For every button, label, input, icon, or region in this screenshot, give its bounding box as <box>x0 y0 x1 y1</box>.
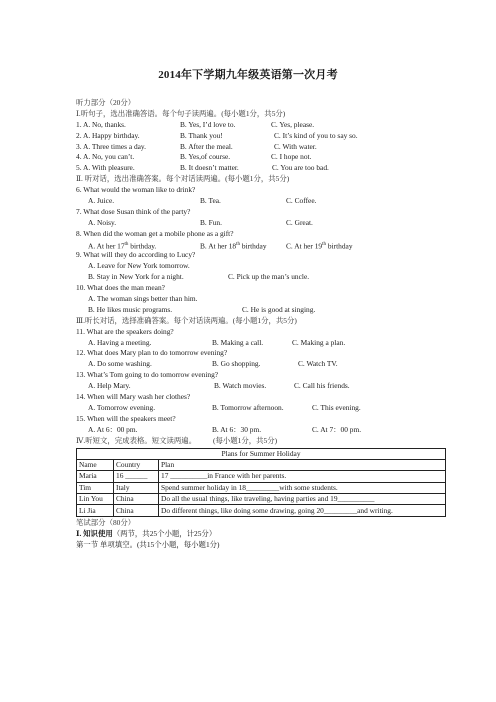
question-4 <box>76 152 446 163</box>
q11-option-a: A. Having a meeting. <box>88 337 152 347</box>
question-7: 7. What dose Susan think of the party? <box>76 206 191 216</box>
q3-option-c: C. With water. <box>274 141 317 151</box>
q8-a-end: birthday. <box>128 241 157 251</box>
cell-plan: Spend summer holiday in 18_________with some students. <box>159 482 446 493</box>
section1-rest: （两节，共25个小题，计25分） <box>112 528 217 538</box>
q12-option-c: C. Watch TV. <box>298 359 338 369</box>
q1-option-c: C. Yes, please. <box>271 119 315 129</box>
listening-header: 听力部分（20分） <box>76 98 136 107</box>
cell-country: China <box>114 494 159 505</box>
cell-name: Li Jia <box>77 505 114 516</box>
q2-option-c: C. It’s kind of you to say so. <box>274 130 358 140</box>
q4-option-b: B. Yes,of course. <box>180 152 231 162</box>
question-9-options <box>76 272 446 283</box>
question-5 <box>76 163 446 174</box>
table-row <box>77 471 446 482</box>
q14-option-a: A. Tomorrow evening. <box>88 402 156 412</box>
q9-option-c: C. Pick up the man’s uncle. <box>228 272 310 282</box>
question-12-options <box>76 359 446 370</box>
q5-option-c: C. You are too bad. <box>272 163 329 173</box>
question-15-options <box>76 425 446 436</box>
q10-option-c: C. He is good at singing. <box>242 304 316 314</box>
q2-option-b: B. Thank you! <box>180 130 223 140</box>
question-15: 15. When will the speakers meet? <box>76 413 176 423</box>
q6-option-c: C. Coffee. <box>286 196 317 206</box>
q8-a-text: A. At her 17 <box>88 241 125 251</box>
question-13-options <box>76 381 446 392</box>
question-9: 9. What will they do according to Lucy? <box>76 250 196 260</box>
question-11-options <box>76 338 446 349</box>
question-10-options <box>76 305 446 316</box>
cell-plan: Do different things, like doing some drawing, going 20_________and writing. <box>159 505 446 516</box>
section1-prefix: Ⅰ. <box>76 528 84 538</box>
q8-c-end: birthday <box>326 241 353 251</box>
part1-instruction: Ⅰ.听句子，选出准确答语。每个句子读两遍。(每小题1分，共5分) <box>76 108 286 118</box>
q3-option-b: B. After the meal. <box>180 141 233 151</box>
part3-instruction: Ⅲ.听长对话，选择准确答案。每个对话读两遍。(每小题1分，共5分) <box>76 315 297 325</box>
section1-part1: 第一节 单项填空。(共15个小题，每小题1分) <box>76 539 220 549</box>
question-6-options <box>76 196 446 207</box>
question-8-options <box>76 240 446 251</box>
table-row <box>77 505 446 516</box>
cell-name: Tim <box>77 482 114 493</box>
header-plan: Plan <box>159 459 446 470</box>
question-11: 11. What are the speakers doing? <box>76 326 174 336</box>
table-header-row <box>77 459 446 470</box>
q7-option-b: B. Fun. <box>200 217 222 227</box>
cell-country: Italy <box>114 482 159 493</box>
q12-option-b: B. Go shopping. <box>212 359 261 369</box>
q5-option-b: B. It doesn’t matter. <box>180 163 239 173</box>
q8-b-end: birthday <box>240 241 267 251</box>
q8-c-sup: th <box>322 241 327 247</box>
q4-option-c: C. I hope not. <box>271 152 312 162</box>
question-6: 6. What would the woman like to drink? <box>76 185 196 195</box>
part2-instruction: Ⅱ. 听对话，选出准确答案。每个对话读两遍。(每小题1分，共5分) <box>76 174 290 184</box>
question-13: 13. What’s Tom going to do tomorrow evening? <box>76 370 219 380</box>
cell-country: China <box>114 505 159 516</box>
q10-option-b: B. He likes music programs. <box>88 304 173 314</box>
q9-option-a: A. Leave for New York tomorrow. <box>88 261 190 271</box>
cell-plan: Do all the usual things, like traveling, having parties and 19__________ <box>159 494 446 505</box>
q6-option-b: B. Tea. <box>200 196 221 206</box>
writing-header: 笔试部分（80分） <box>76 517 136 527</box>
question-7-options <box>76 218 446 229</box>
cell-name: Lin You <box>77 494 114 505</box>
table-caption: Plans for Summer Holiday <box>77 448 446 459</box>
q2-option-a: 2. A. Happy birthday. <box>76 130 140 140</box>
cell-name: Maria <box>77 471 114 482</box>
document-title: 2014年下学期九年级英语第一次月考 <box>158 69 338 81</box>
table-caption-row <box>77 448 446 459</box>
q7-option-c: C. Great. <box>286 217 313 227</box>
question-8: 8. When did the woman get a mobile phone as a gift? <box>76 228 234 238</box>
q1-option-a: 1. A. No, thanks. <box>76 119 126 129</box>
q12-option-a: A. Do some washing. <box>88 359 152 369</box>
q14-option-c: C. This evening. <box>312 402 361 412</box>
section1-bold-title: 知识使用 <box>83 528 113 538</box>
question-12: 12. What does Mary plan to do tomorrow evening? <box>76 348 228 358</box>
q13-option-c: C. Call his friends. <box>294 381 350 391</box>
part4-instruction-line <box>76 436 446 447</box>
q10-option-a: A. The woman sings better than him. <box>88 294 198 304</box>
q13-option-b: B. Watch movies. <box>214 381 267 391</box>
question-10: 10. What does the man mean? <box>76 283 165 293</box>
q8-b-sup: th <box>236 241 241 247</box>
q5-option-a: 5. A. With pleasure. <box>76 163 135 173</box>
q8-c-text: C. At her 19 <box>286 241 323 251</box>
q9-option-b: B. Stay in New York for a night. <box>88 272 184 282</box>
question-3 <box>76 142 446 153</box>
q8-a-sup: th <box>124 241 129 247</box>
q15-option-b: B. At 6：30 pm. <box>212 424 262 434</box>
section1-heading <box>76 529 446 540</box>
q13-option-a: A. Help Mary. <box>88 381 131 391</box>
q4-option-a: 4. A. No, you can’t. <box>76 152 135 162</box>
question-14: 14. When will Mary wash her clothes? <box>76 392 191 402</box>
question-2 <box>76 131 446 142</box>
q6-option-a: A. Juice. <box>88 196 115 206</box>
q15-option-a: A. At 6：00 pm. <box>88 424 138 434</box>
q15-option-c: C. At 7：00 pm. <box>312 424 362 434</box>
part4-instruction-score: (每小题1分，共5分) <box>213 435 278 445</box>
summer-plans-table <box>76 448 446 517</box>
q7-option-a: A. Noisy. <box>88 217 117 227</box>
cell-country: 16 ______ <box>114 471 159 482</box>
q11-option-b: B. Making a call. <box>212 337 264 347</box>
header-country: Country <box>114 459 159 470</box>
q3-option-a: 3. A. Three times a day. <box>76 141 146 151</box>
table-row <box>77 494 446 505</box>
header-name: Name <box>77 459 114 470</box>
exam-body <box>76 98 446 551</box>
q11-option-c: C. Making a plan. <box>292 337 346 347</box>
question-1 <box>76 120 446 131</box>
q8-b-text: B. At her 18 <box>200 241 237 251</box>
cell-plan: 17 __________in France with her parents. <box>159 471 446 482</box>
table-row <box>77 482 446 493</box>
part4-instruction: Ⅳ.听短文，完成表格。短文读两遍。 <box>76 435 197 445</box>
q1-option-b: B. Yes, I’d love to. <box>180 119 236 129</box>
q14-option-b: B. Tomorrow afternoon. <box>212 402 284 412</box>
question-14-options <box>76 403 446 414</box>
